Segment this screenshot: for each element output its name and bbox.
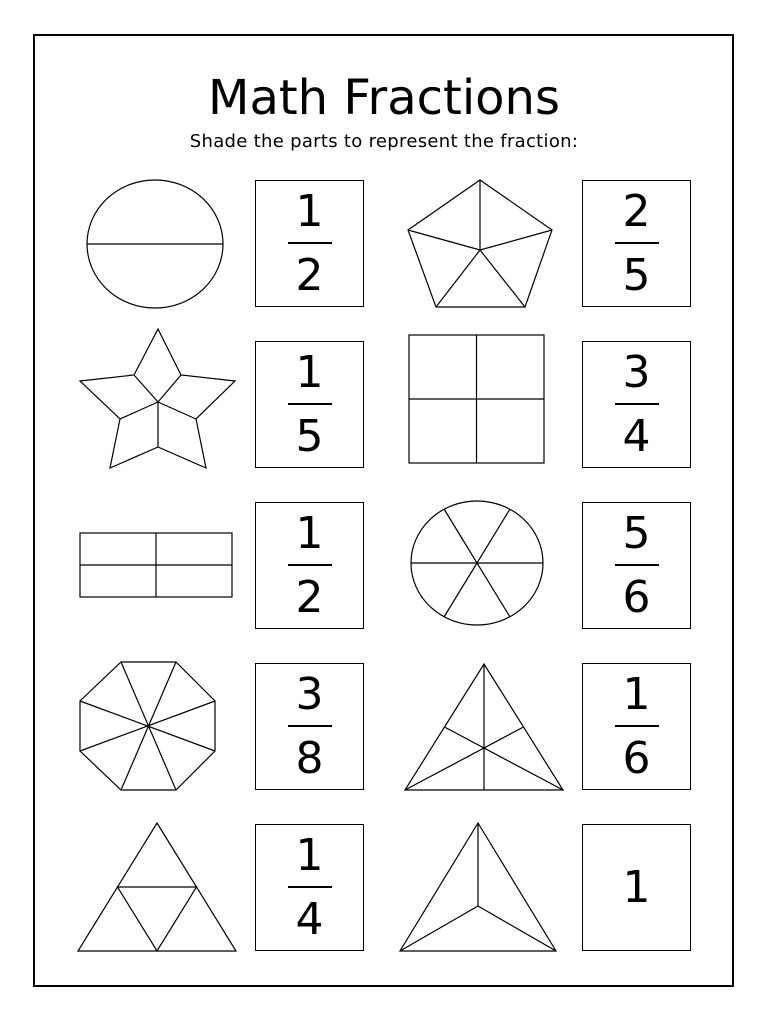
fraction-card: [582, 180, 691, 307]
fraction-card: [582, 663, 691, 790]
fraction-bar: [288, 403, 332, 405]
fraction-bar: [288, 242, 332, 244]
fraction-bar: [288, 564, 332, 566]
fraction-card: [582, 502, 691, 629]
star-fifths-icon[interactable]: [74, 327, 244, 472]
fraction-bar: [615, 242, 659, 244]
fraction-numerator: 1: [295, 185, 324, 237]
whole-number-card: [582, 824, 691, 951]
rectangle-quarters-icon[interactable]: [72, 493, 242, 638]
circle-halves-icon[interactable]: [70, 172, 240, 317]
fraction-numerator: 2: [622, 185, 651, 237]
fraction-numerator: 1: [295, 829, 324, 881]
fraction-card: [255, 824, 364, 951]
fraction-denominator: 5: [622, 249, 651, 301]
fraction-denominator: 2: [295, 249, 324, 301]
triangle-thirds-icon[interactable]: [394, 815, 564, 960]
fraction-numerator: 1: [622, 668, 651, 720]
fraction-bar: [615, 564, 659, 566]
fraction-card: [255, 180, 364, 307]
fraction-denominator: 2: [295, 571, 324, 623]
fraction-card: [255, 502, 364, 629]
fraction-card: [255, 663, 364, 790]
fraction-denominator: 8: [295, 732, 324, 784]
instruction-text: Shade the parts to represent the fraction:: [189, 131, 579, 152]
fraction-numerator: 3: [622, 346, 651, 398]
octagon-eighths-icon[interactable]: [64, 654, 234, 799]
fraction-bar: [615, 403, 659, 405]
fraction-card: [582, 341, 691, 468]
fraction-denominator: 6: [622, 732, 651, 784]
triangle-sixths-icon[interactable]: [400, 654, 570, 799]
pentagon-fifths-icon[interactable]: [394, 172, 564, 317]
square-quarters-icon[interactable]: [392, 327, 562, 472]
triangle-quarters-icon[interactable]: [72, 815, 242, 960]
fraction-numerator: 5: [622, 507, 651, 559]
circle-sixths-icon[interactable]: [393, 493, 563, 638]
fraction-denominator: 5: [295, 410, 324, 462]
fraction-denominator: 4: [295, 893, 324, 945]
page-title: Math Fractions: [208, 70, 560, 126]
whole-number: 1: [622, 861, 651, 913]
fraction-numerator: 1: [295, 346, 324, 398]
fraction-bar: [288, 886, 332, 888]
fraction-card: [255, 341, 364, 468]
fraction-bar: [288, 725, 332, 727]
fraction-denominator: 6: [622, 571, 651, 623]
fraction-numerator: 1: [295, 507, 324, 559]
fraction-denominator: 4: [622, 410, 651, 462]
fraction-bar: [615, 725, 659, 727]
fraction-numerator: 3: [295, 668, 324, 720]
